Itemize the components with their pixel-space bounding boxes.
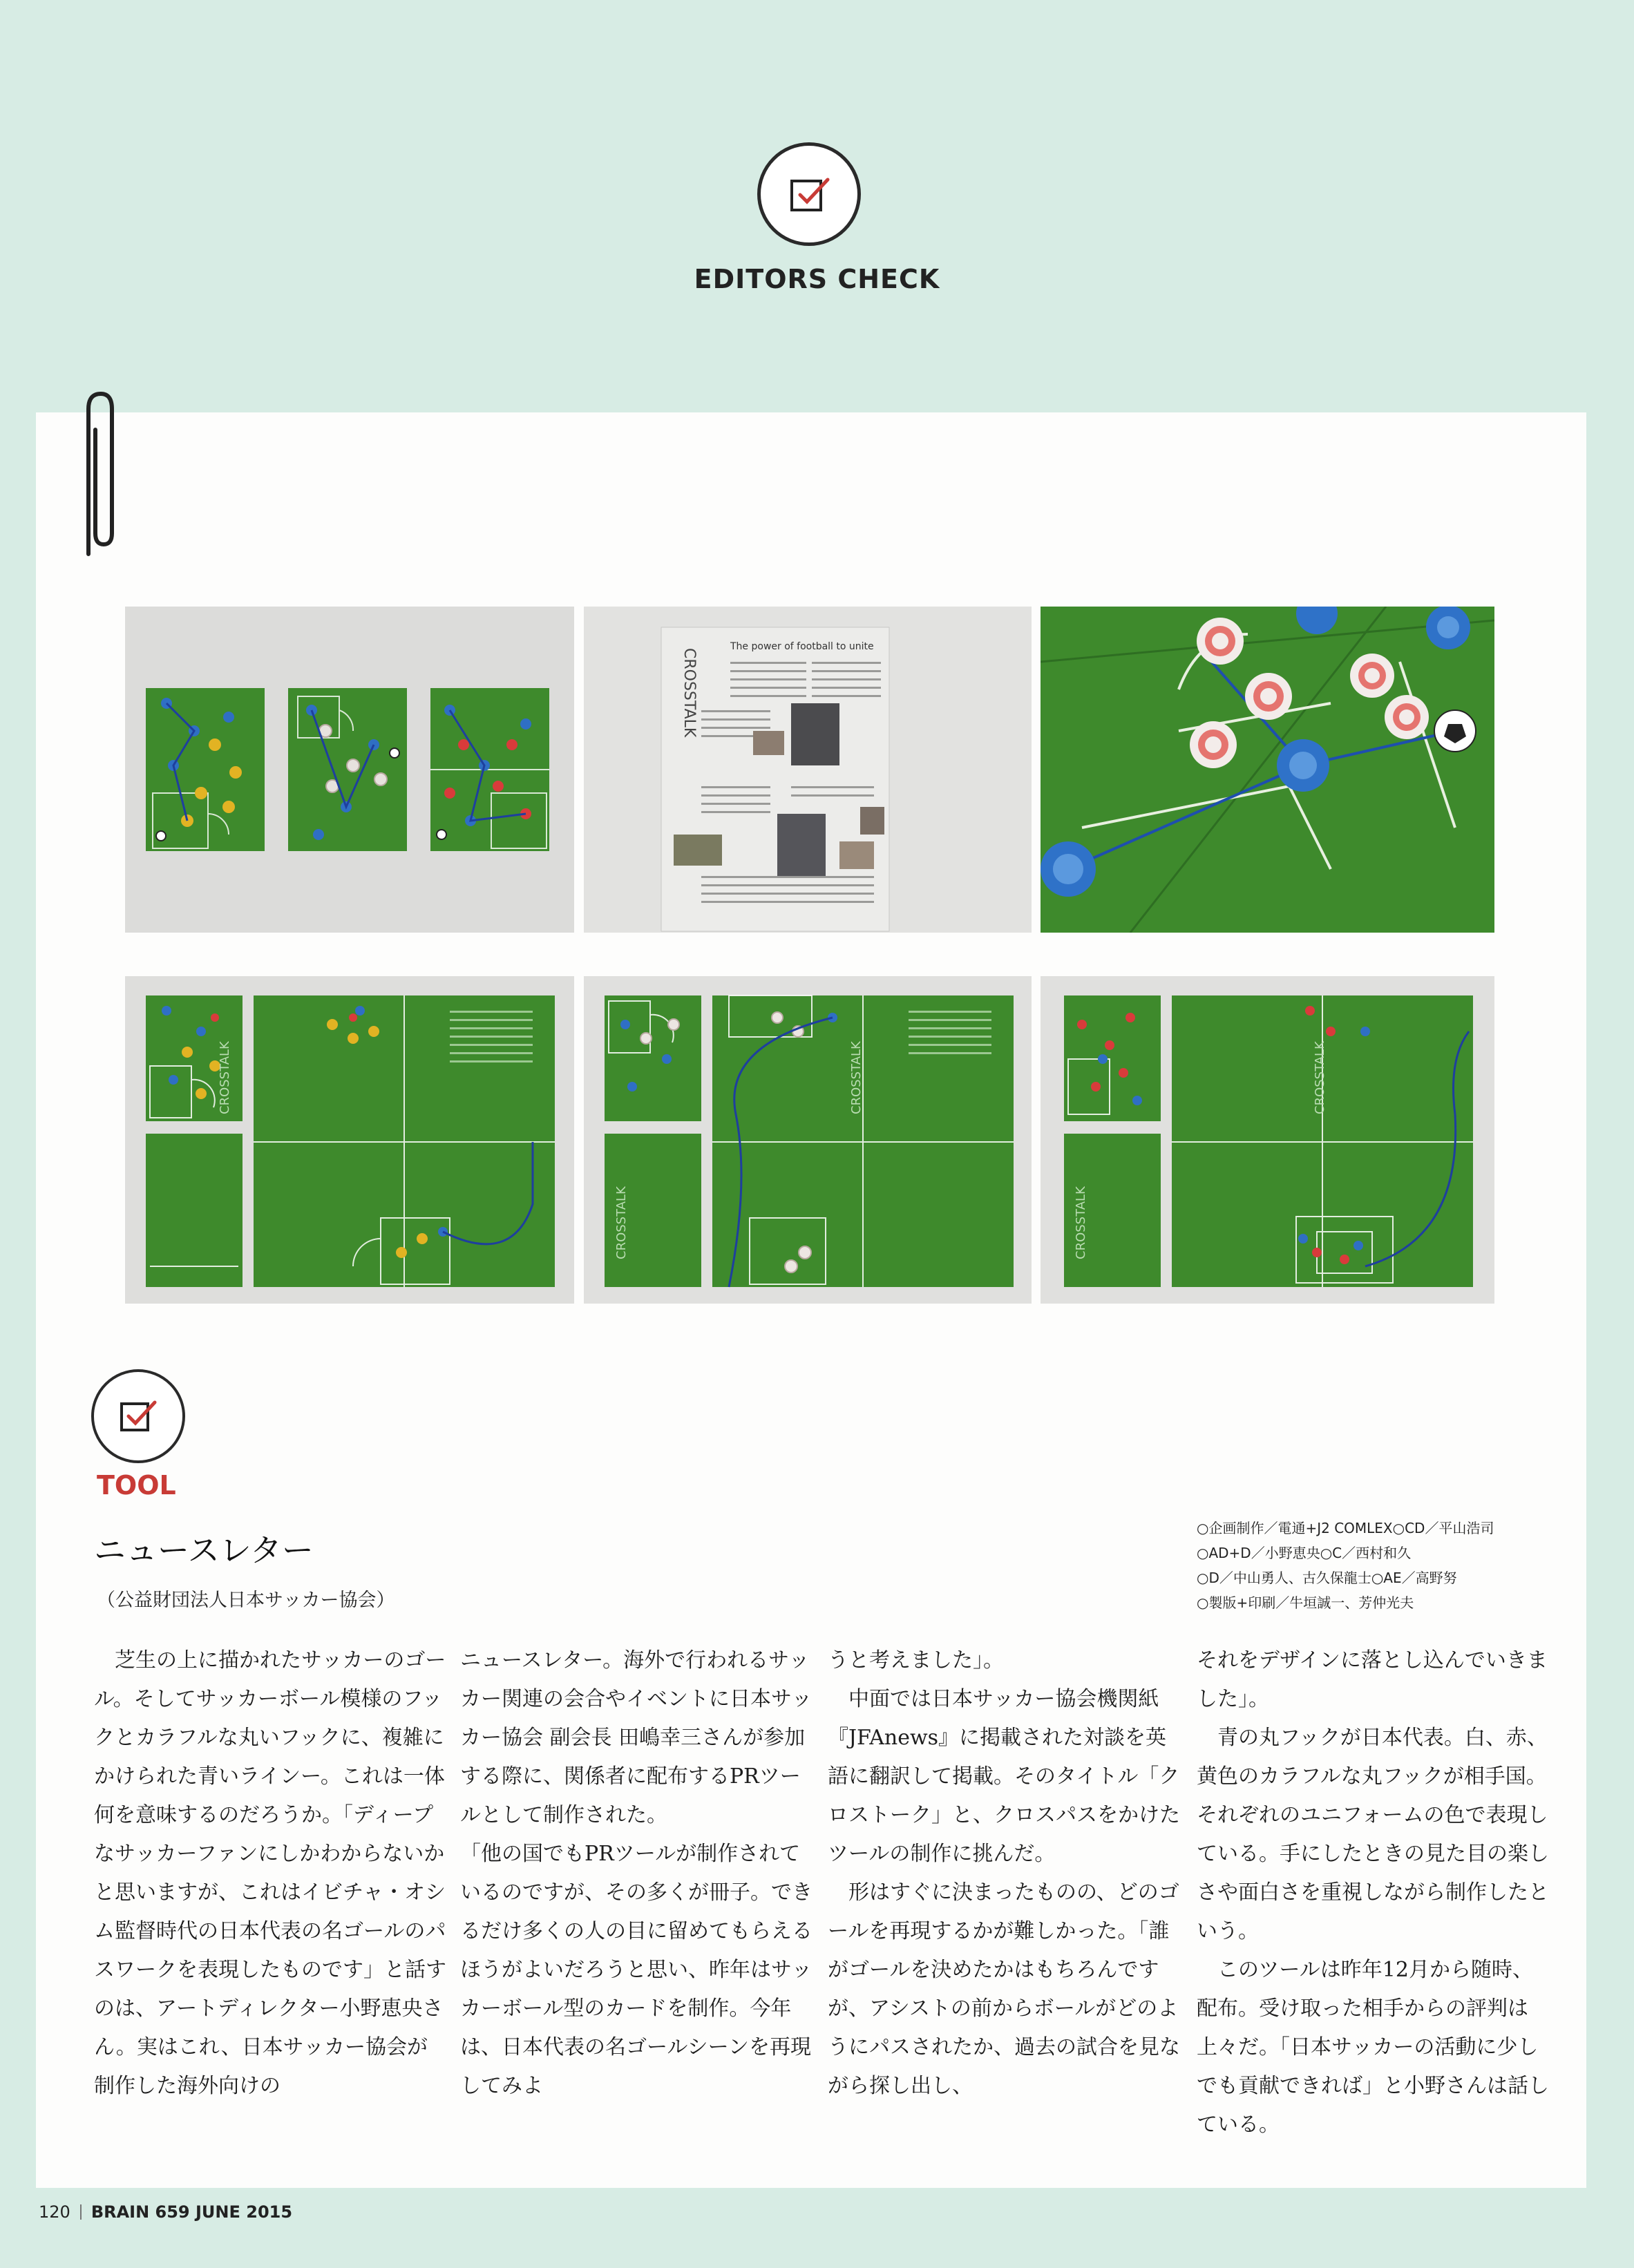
- newsletter-masthead: CROSSTALK: [681, 648, 698, 738]
- photo-three-cards: [125, 607, 574, 933]
- photo-spread-red: [1041, 976, 1494, 1304]
- credits: [1197, 1516, 1556, 1615]
- newsletter-headline: The power of football to unite: [730, 641, 874, 652]
- checkbox-check-icon: [109, 1387, 167, 1445]
- svg-text:CROSSTALK: CROSSTALK: [1074, 1186, 1088, 1259]
- body-column-2: ニュースレター。海外で行われるサッカー関連の会合やイベントに日本サッカー協会 副会長 田嶋幸三さんが参加する際に、関係者に配布するPRツールとして制作された。 「他の国でもPRツールが制作されているのですが、その多くが冊子。できるだけ多くの人の目に留めてもらえるほうがよいだろうと思い、昨年はサッカーボール型のカードを制作。今年は、日本代表の名ゴールシーンを再現してみよ: [460, 1648, 813, 2098]
- photo-closeup-hooks: [1041, 607, 1494, 933]
- body-column-3: うと考えました」。 中面では日本サッカー協会機関紙『JFAnews』に掲載された対談を英語に翻訳して掲載。そのタイトル「クロストーク」と、クロスパスをかけたツールの制作に挑んだ。 形はすぐに決まったものの、どのゴールを再現するかが難しかった。「誰がゴールを決めたかはもちろんですが、アシストの前からボールがどのようにパスされたか、過去の試合を見ながら探し出し、: [828, 1648, 1180, 2098]
- photo-spread-yellow: [125, 976, 574, 1304]
- credit-line: ○企画制作／電通+J2 COMLEX○CD／平山浩司: [1197, 1520, 1494, 1536]
- divider: [80, 2204, 82, 2220]
- credit-line: ○製版+印刷／牛垣誠一、芳仲光夫: [1197, 1594, 1414, 1611]
- editors-check-badge: [757, 142, 861, 246]
- publication-name: BRAIN 659 JUNE 2015: [91, 2202, 293, 2222]
- page-footer: [39, 2202, 292, 2222]
- article-title: ニュースレター: [94, 1532, 314, 1569]
- page-number: 120: [39, 2202, 70, 2222]
- svg-text:CROSSTALK: CROSSTALK: [1313, 1041, 1327, 1114]
- section-title: EDITORS CHECK: [694, 264, 940, 294]
- checkbox-check-icon: [778, 163, 840, 225]
- tool-badge: [91, 1369, 185, 1463]
- client-name: （公益財団法人日本サッカー協会）: [97, 1590, 395, 1611]
- category-label: TOOL: [97, 1470, 176, 1500]
- photo-newsletter-spread: [584, 607, 1032, 933]
- photo-spread-white: [584, 976, 1032, 1304]
- svg-text:CROSSTALK: CROSSTALK: [614, 1186, 629, 1259]
- svg-text:CROSSTALK: CROSSTALK: [218, 1041, 232, 1114]
- credit-line: ○D／中山勇人、古久保龍士○AE／高野努: [1197, 1570, 1457, 1586]
- credit-line: ○AD+D／小野恵央○C／西村和久: [1197, 1545, 1412, 1561]
- svg-text:CROSSTALK: CROSSTALK: [849, 1041, 864, 1114]
- paperclip-icon: [75, 388, 116, 561]
- body-column-4: それをデザインに落とし込んでいきました」。 青の丸フックが日本代表。白、赤、黄色のカラフルな丸フックが相手国。それぞれのユニフォームの色で表現している。手にしたときの見た目の楽しさや面白さを重視しながら制作したという。 このツールは昨年12月から随時、配布。受け取った相手からの評判は上々だ。「日本サッカーの活動に少しでも貢献できれば」と小野さんは話している。: [1197, 1648, 1549, 2137]
- body-column-1: 芝生の上に描かれたサッカーのゴール。そしてサッカーボール模様のフックとカラフルな丸いフックに、複雑にかけられた青いラインー。これは一体何を意味するのだろうか。「ディープなサッカーファンにしかわからないかと思いますが、これはイビチャ・オシム監督時代の日本代表の名ゴールのパスワークを表現したものです」と話すのは、アートディレクター小野恵央さん。実はこれ、日本サッカー協会が制作した海外向けの: [94, 1648, 446, 2098]
